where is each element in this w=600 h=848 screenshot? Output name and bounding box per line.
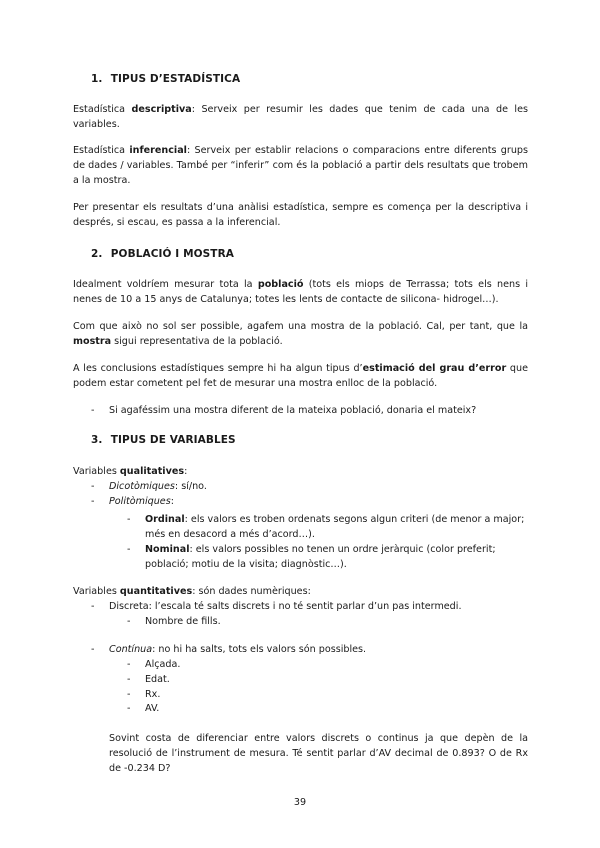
paragraph-poblacio xyxy=(73,277,528,307)
section-1-heading xyxy=(91,73,240,85)
bullet-dash: - xyxy=(127,514,131,525)
text: : els valors possibles no tenen un ordre jeràrquic (color preferit; xyxy=(189,544,496,555)
text: A les conclusions estadístiques sempre hi ha algun tipus d’ xyxy=(73,363,363,374)
text: : xyxy=(184,466,188,477)
discreta-item: Discreta: l’escala té salts discrets i no té sentit parlar d’un pas intermedi. xyxy=(109,601,462,612)
list-item: Alçada. xyxy=(145,659,181,670)
text: : no hi ha salts, tots els valors són possibles. xyxy=(152,644,367,655)
bullet-question: Si agaféssim una mostra diferent de la mateixa població, donaria el mateix? xyxy=(109,405,477,416)
text: : Serveix per resumir les dades que tenim de cada una de les variables. xyxy=(73,104,528,130)
text: (tots els miops de Terrassa; tots els nens i nenes de 10 a 15 anys de Catalunya; totes les lents de contacte de silicona- hidrogel…). xyxy=(73,279,528,305)
text: Variables xyxy=(73,586,120,597)
section-2-heading xyxy=(91,248,234,260)
bold-term: qualitatives xyxy=(119,466,185,477)
bullet-dash: - xyxy=(91,405,95,416)
paragraph-note: Sovint costa de diferenciar entre valors discrets o continus ja que depèn de la resolució de l’instrument de mesura. Té sentit parlar d’AV decimal de 0.893? O de Rx de -0.234 D? xyxy=(109,733,528,774)
dicotomiques-item xyxy=(109,479,207,494)
bold-term: Nominal xyxy=(145,544,190,555)
text: : Serveix per establir relacions o comparacions entre diferents grups de dades / variables. També per “inferir” com és la població a partir dels resultats que trobem a la mostra. xyxy=(73,145,528,186)
paragraph-inferencial xyxy=(73,143,528,188)
text: Idealment voldríem mesurar tota la xyxy=(73,279,258,290)
bullet-dash: - xyxy=(127,703,131,714)
text: Com que això no sol ser possible, agafem una mostra de la població. Cal, per tant, que la xyxy=(73,321,528,332)
text: sigui representativa de la població. xyxy=(111,336,283,347)
section-number: 2. xyxy=(91,248,103,260)
nominal-line-1 xyxy=(145,542,496,557)
paragraph-mostra xyxy=(73,319,528,349)
continua-item xyxy=(109,642,366,657)
bold-term: mostra xyxy=(73,336,112,347)
text: Variables xyxy=(73,466,120,477)
section-title: TIPUS D’ESTADÍSTICA xyxy=(110,73,241,85)
fills-item: Nombre de fills. xyxy=(145,616,221,627)
italic-term: Dicotòmiques xyxy=(109,481,175,492)
text: Estadística xyxy=(73,104,132,115)
paragraph-descriptiva xyxy=(73,102,528,132)
text: : sí/no. xyxy=(174,481,207,492)
list-item: AV. xyxy=(145,703,160,714)
bold-term: inferencial xyxy=(129,145,187,156)
bullet-dash: - xyxy=(91,496,95,507)
bullet-dash: - xyxy=(127,689,131,700)
bold-term: Ordinal xyxy=(145,514,185,525)
list-item: Rx. xyxy=(145,689,161,700)
bullet-dash: - xyxy=(91,644,95,655)
section-3-heading xyxy=(91,434,236,446)
bold-term: descriptiva xyxy=(131,104,192,115)
bold-term: quantitatives xyxy=(119,586,193,597)
politomiques-item xyxy=(109,494,174,509)
bullet-dash: - xyxy=(91,481,95,492)
section-title: POBLACIÓ I MOSTRA xyxy=(110,248,234,260)
nominal-line-2: població; motiu de la visita; diagnòstic…). xyxy=(145,559,347,570)
italic-term: Contínua xyxy=(109,644,153,655)
ordinal-line-2: més en desacord a més d’acord…). xyxy=(145,529,315,540)
qualitatives-label xyxy=(73,464,187,479)
text: : els valors es troben ordenats segons algun criteri (de menor a major; xyxy=(184,514,525,525)
section-title: TIPUS DE VARIABLES xyxy=(110,434,236,446)
bullet-dash: - xyxy=(91,601,95,612)
text: que podem estar cometent pel fet de mesurar una mostra enlloc de la població. xyxy=(73,363,528,389)
quantitatives-label xyxy=(73,584,311,599)
bullet-dash: - xyxy=(127,659,131,670)
bullet-dash: - xyxy=(127,616,131,627)
bold-term: població xyxy=(257,279,304,290)
paragraph-presentation: Per presentar els resultats d’una anàlisi estadística, sempre es comença per la descriptiva i després, si escau, es passa a la inferencial. xyxy=(73,202,528,228)
list-item: Edat. xyxy=(145,674,170,685)
text: Estadística xyxy=(73,145,130,156)
text: : són dades numèriques: xyxy=(192,586,311,597)
paragraph-error xyxy=(73,361,528,391)
page-number: 39 xyxy=(293,797,307,808)
section-number: 3. xyxy=(91,434,103,446)
bullet-dash: - xyxy=(127,544,131,555)
section-number: 1. xyxy=(91,73,103,85)
bullet-dash: - xyxy=(127,674,131,685)
ordinal-line-1 xyxy=(145,512,524,527)
text: : xyxy=(170,496,174,507)
bold-term: estimació del grau d’error xyxy=(362,363,507,374)
italic-term: Politòmiques xyxy=(109,496,171,507)
